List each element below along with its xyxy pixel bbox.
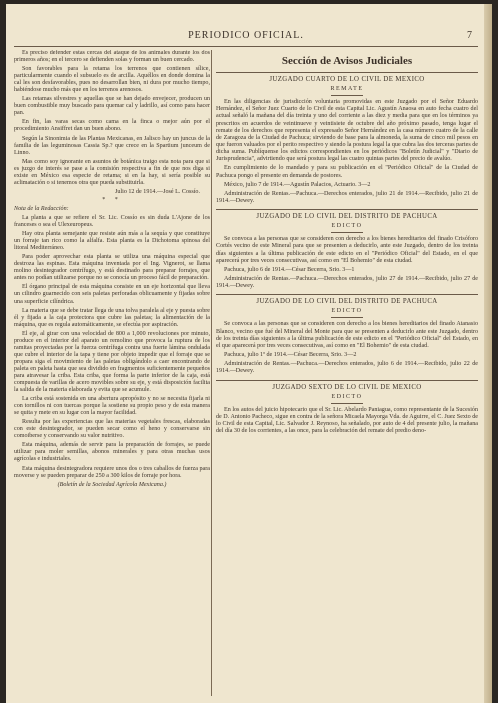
column-rule [211, 50, 212, 696]
page-header [14, 28, 478, 47]
notice-text: En cumplimiento de lo mandado y para su publicación en el "Periódico Oficial" de la Ciudad de Pachuca pongo el presente en demanda de postores. [216, 165, 478, 179]
article-signature: Julio 12 de 1914.—José L. Cossío. [115, 188, 200, 195]
admin-note: Administración de Rentas.—Pachuca.—Derechos enterados, julio 27 de 1914.—Recibido, julio 27 de 1914.—Dewey. [216, 276, 478, 290]
left-paragraph: El órgano principal de esta máquina consiste en un eje horizontal que lleva un cilindro guarnecido con seis paletas perforadas oblicuamente y fijadas sobre una superficie cilíndrica. [14, 284, 210, 305]
left-paragraph: La criba está sostenida en una abertura apropósito y no se necesita fijarla ni con tornillos ni con tuercas porque la sostiene su propio peso y de esta manera se quita y mete en su lugar con la mayor facilidad. [14, 396, 210, 417]
notice-heading: REMATE [216, 86, 478, 96]
notice-signature: Pachuca, julio 6 de 1914.—César Becerra, Srio. 3—1 [224, 266, 355, 273]
left-paragraph: Esta máquina, además de servir para la preparación de forrajes, se puede utilizar para moler semillas, abonos minerales y para otras muchas usos agrícolas e industriales. [14, 442, 210, 463]
left-paragraph: Son favorables para la retama los terrenos que contienen sílice, particularmente cuando el subsuelo es de arcilla. Aquéllos en donde domina la cal les son desfavorables, pues no desarrollan bien, ni dura por mucho tiempo, habiéndose mucho más que en los terrenos arenosos. [14, 66, 210, 94]
left-paragraph: Es preciso defender estas cercas del ataque de los animales durante los dos primeros años; en el tercero se defienden solas y forman un buen cercado. [14, 50, 210, 64]
newspaper-page [6, 4, 492, 703]
left-paragraph: La planta a que se refiere el Sr. Lic. Cossío es sin duda L'Ajone de los franceses o sea el Ulexeuropeus. [14, 214, 210, 229]
left-paragraph: Mas como soy ignorante en asuntos de botánica traigo esta nota para que si es juzgo de interés se pase a la comisión respectiva a fin de que nos diga si existe en México esa especie de retama; si en la hay, si sería posible su aclimatación o si tenemos otra que pueda substituirla. [14, 158, 210, 186]
court-heading: JUZGADO CUARTO DE LO CIVIL DE MEXICO [269, 76, 425, 83]
right-column [216, 50, 478, 695]
left-paragraph: Resulta por las experiencias que las materias vegetales frescas, elaboradas con este desintegrador, se pueden secar como el heno y conservarse sin comoiberse y conservando su valor nutritivo. [14, 419, 210, 440]
court-heading: JUZGADO DE LO CIVIL DEL DISTRITO DE PACHUCA [256, 298, 438, 306]
left-paragraph: Esta máquina desintegradora requiere unos dos o tres caballos de fuerza para moverse y se pueden preparar de 250 a 300 kilos de forraje por hora. [14, 465, 210, 479]
stars-divider: * * [102, 196, 122, 203]
editor-note-heading: Nota de la Redacción: [14, 205, 69, 212]
notice-signature: Pachuca, julio 1º de 1914.—César Becerra, Srio. 3—2 [224, 352, 357, 359]
notice-heading: EDICTO [216, 223, 478, 233]
court-heading: JUZGADO DE LO CIVIL DEL DISTRITO DE PACHUCA [256, 213, 438, 221]
page-number: 7 [467, 30, 472, 41]
left-paragraph: Según la Sinonimia de las Plantas Mexicanas, en Jalisco hay un juncus de la familia de las leguminosas Cassia Sp.? que crece en la Spartium junceum de Linno. [14, 135, 210, 156]
source-citation: (Boletín de la Sociedad Agrícola Mexicana.) [57, 481, 167, 488]
notice-text: Se convoca a las personas que se consideren con derecho a los bienes hereditarios del finado Crisóforo Cortés vecino de este Mineral para que se presenten a deducirlo, ante este Juzgado, dentro de los treinta días siguientes a la última publicación de este edicto en el "Periódico Oficial" del Estado, en el que aparecerá por tres veces consecutivas, así como en "El Bohemio" de esta ciudad. [216, 236, 478, 264]
notice-text: En las diligencias de jurisdicción voluntaria promovidas en este Juzgado por el Señor Eduardo Hernández, el Señor Juez Cuarto de lo Civil de esta Capital Lic. Agustín Anaosa en auto fecha cuatro del actual señaló la mañana del día treinta y uno del corriente a las diez y media para que en los términos ya prescritos en acuerdos de veintinueve y veintisiete de octubre del año próximo pasado, tenga lugar el remate de los derechos que representa el expresado Señor Hernández en la casa número cuatro de la calle de Zaragoza de la Ciudad de Pachuca; sirviendo de base para la almoneda, la suma de cinco mil pesos en que fueron valuados por el perito respectivo y siendo la postura legal la que cubra las dos terceras partes de dicha suma. Publíquense los edictos correspondientes en los periódicos "Boletín Judicial" y "Diario de Jurisprudencia", advirtiendo que será postura legal las cuatro quintas partes del precio de avalúo. [216, 99, 478, 163]
left-column [14, 50, 210, 695]
court-heading: JUZGADO SEXTO DE LO CIVIL DE MEXICO [272, 383, 422, 391]
notice-heading: EDICTO [216, 308, 478, 318]
page-edge [484, 4, 492, 703]
left-paragraph: Para poder aprovechar esta planta se utiliza una máquina especial que destroza las espinas. Esta máquina inventada por el Ing. Vignerot, se llama molino desintegrador centrífugo, y está destinado para preparar forrajes, que antes no podían utilizarse porque no se conocía un proceso fácil de preparación. [14, 254, 210, 282]
left-paragraph: Hay otra planta semejante que resiste aún más a la sequía y que constituye un forraje tan rico como la alfalfa. Esta planta es la Dichotoma spinosa del litoral Mediterráneo. [14, 231, 210, 252]
newspaper-title: PERIODICO OFICIAL. [188, 30, 304, 41]
notice-text: Se convoca a las personas que se consideren con derecho a los bienes hereditarios del finado Atanasio Blanco, vecino que fué del Mineral del Monte para que se presenten a deducirlo ante este Juzgado, dentro de los treinta días siguientes a la última publicación de este edicto en el "Periódico Oficial" del Estado, en el que aparecerá por tres veces consecutivas, así como en "El Bohemio" de esta ciudad. [216, 321, 478, 349]
separator [216, 380, 478, 381]
section-title: Sección de Avisos Judiciales [281, 55, 413, 67]
admin-note: Administración de Rentas.—Pachuca.—Derechos enterados, julio 21 de 1914.—Recibido, julio 21 de 1914.—Dewey. [216, 190, 478, 205]
notice-signature: México, julio 7 de 1914.—Agustín Palacios, Actuario. 3—2 [224, 181, 371, 188]
left-paragraph: El eje, al girar con una velocidad de 800 a 1,000 revoluciones por minuto, produce en el interior del aparato un remolino que provoca la ruptura de los ramitas proyectadas por la fuerza centrífuga contra una fuerte lámina ondulada que cubre el interior de la tapa y tiene por objeto impedir que el forraje que se propara siga el movimiento de las paletas obligándolo a caer encontrando de paleta en paleta hasta que sea dividido en fragmentos suficientemente pequeños para atravesar la criba. Esta criba, que forma la parte inferior de la caja, está compuesta de varillas de acero movibles sobre su eje, y está disposición facilita la salida de la materia elaborada y evita que se acumule. [14, 330, 210, 394]
left-paragraph: En fin, las varas secas como cama en la finca o mejor aún por el procedimiento Ansiffret dan un buen abono. [14, 119, 210, 133]
left-paragraph: Las retamas silvestres y aquellas que se han dejado envejecer, producen un buen combustible muy buscado para quemar cal y ladrillo, así como para hacer pan. [14, 96, 210, 117]
left-paragraph: La materia que se debe tratar llega de una tolva paralela al eje y puesta sobre él y fijada a la caja protectora que cubre las paletas; la alimentación de la máquina, que es regula automáticamente, se efectúa por aspiración. [14, 307, 210, 328]
notice-text: En los autos del juicio hipotecario que el Sr. Lic. Abelardo Paniagua, como representante de la Sucesión de D. Antonio Pacheco, sigue en contra de la señora Micaela Mayorga Vda. de Aguirre, el C. Juez Sexto de lo Civil de esta Capital, Lic. Salvador J. Reynoso, ha señalado, por auto de 4 del presente julio, la mañana del día 30 de los corrientes, a las once, para la celebración del remate del predio deno- [216, 406, 478, 435]
admin-note: Administración de Rentas.—Pachuca.—Derechos enterados, julio 6 de 1914.—Recibido, julio 22 de 1914.—Dewey. [216, 361, 478, 375]
separator [216, 72, 478, 73]
notice-heading: EDICTO [216, 394, 478, 404]
separator [216, 294, 478, 295]
separator [216, 209, 478, 210]
